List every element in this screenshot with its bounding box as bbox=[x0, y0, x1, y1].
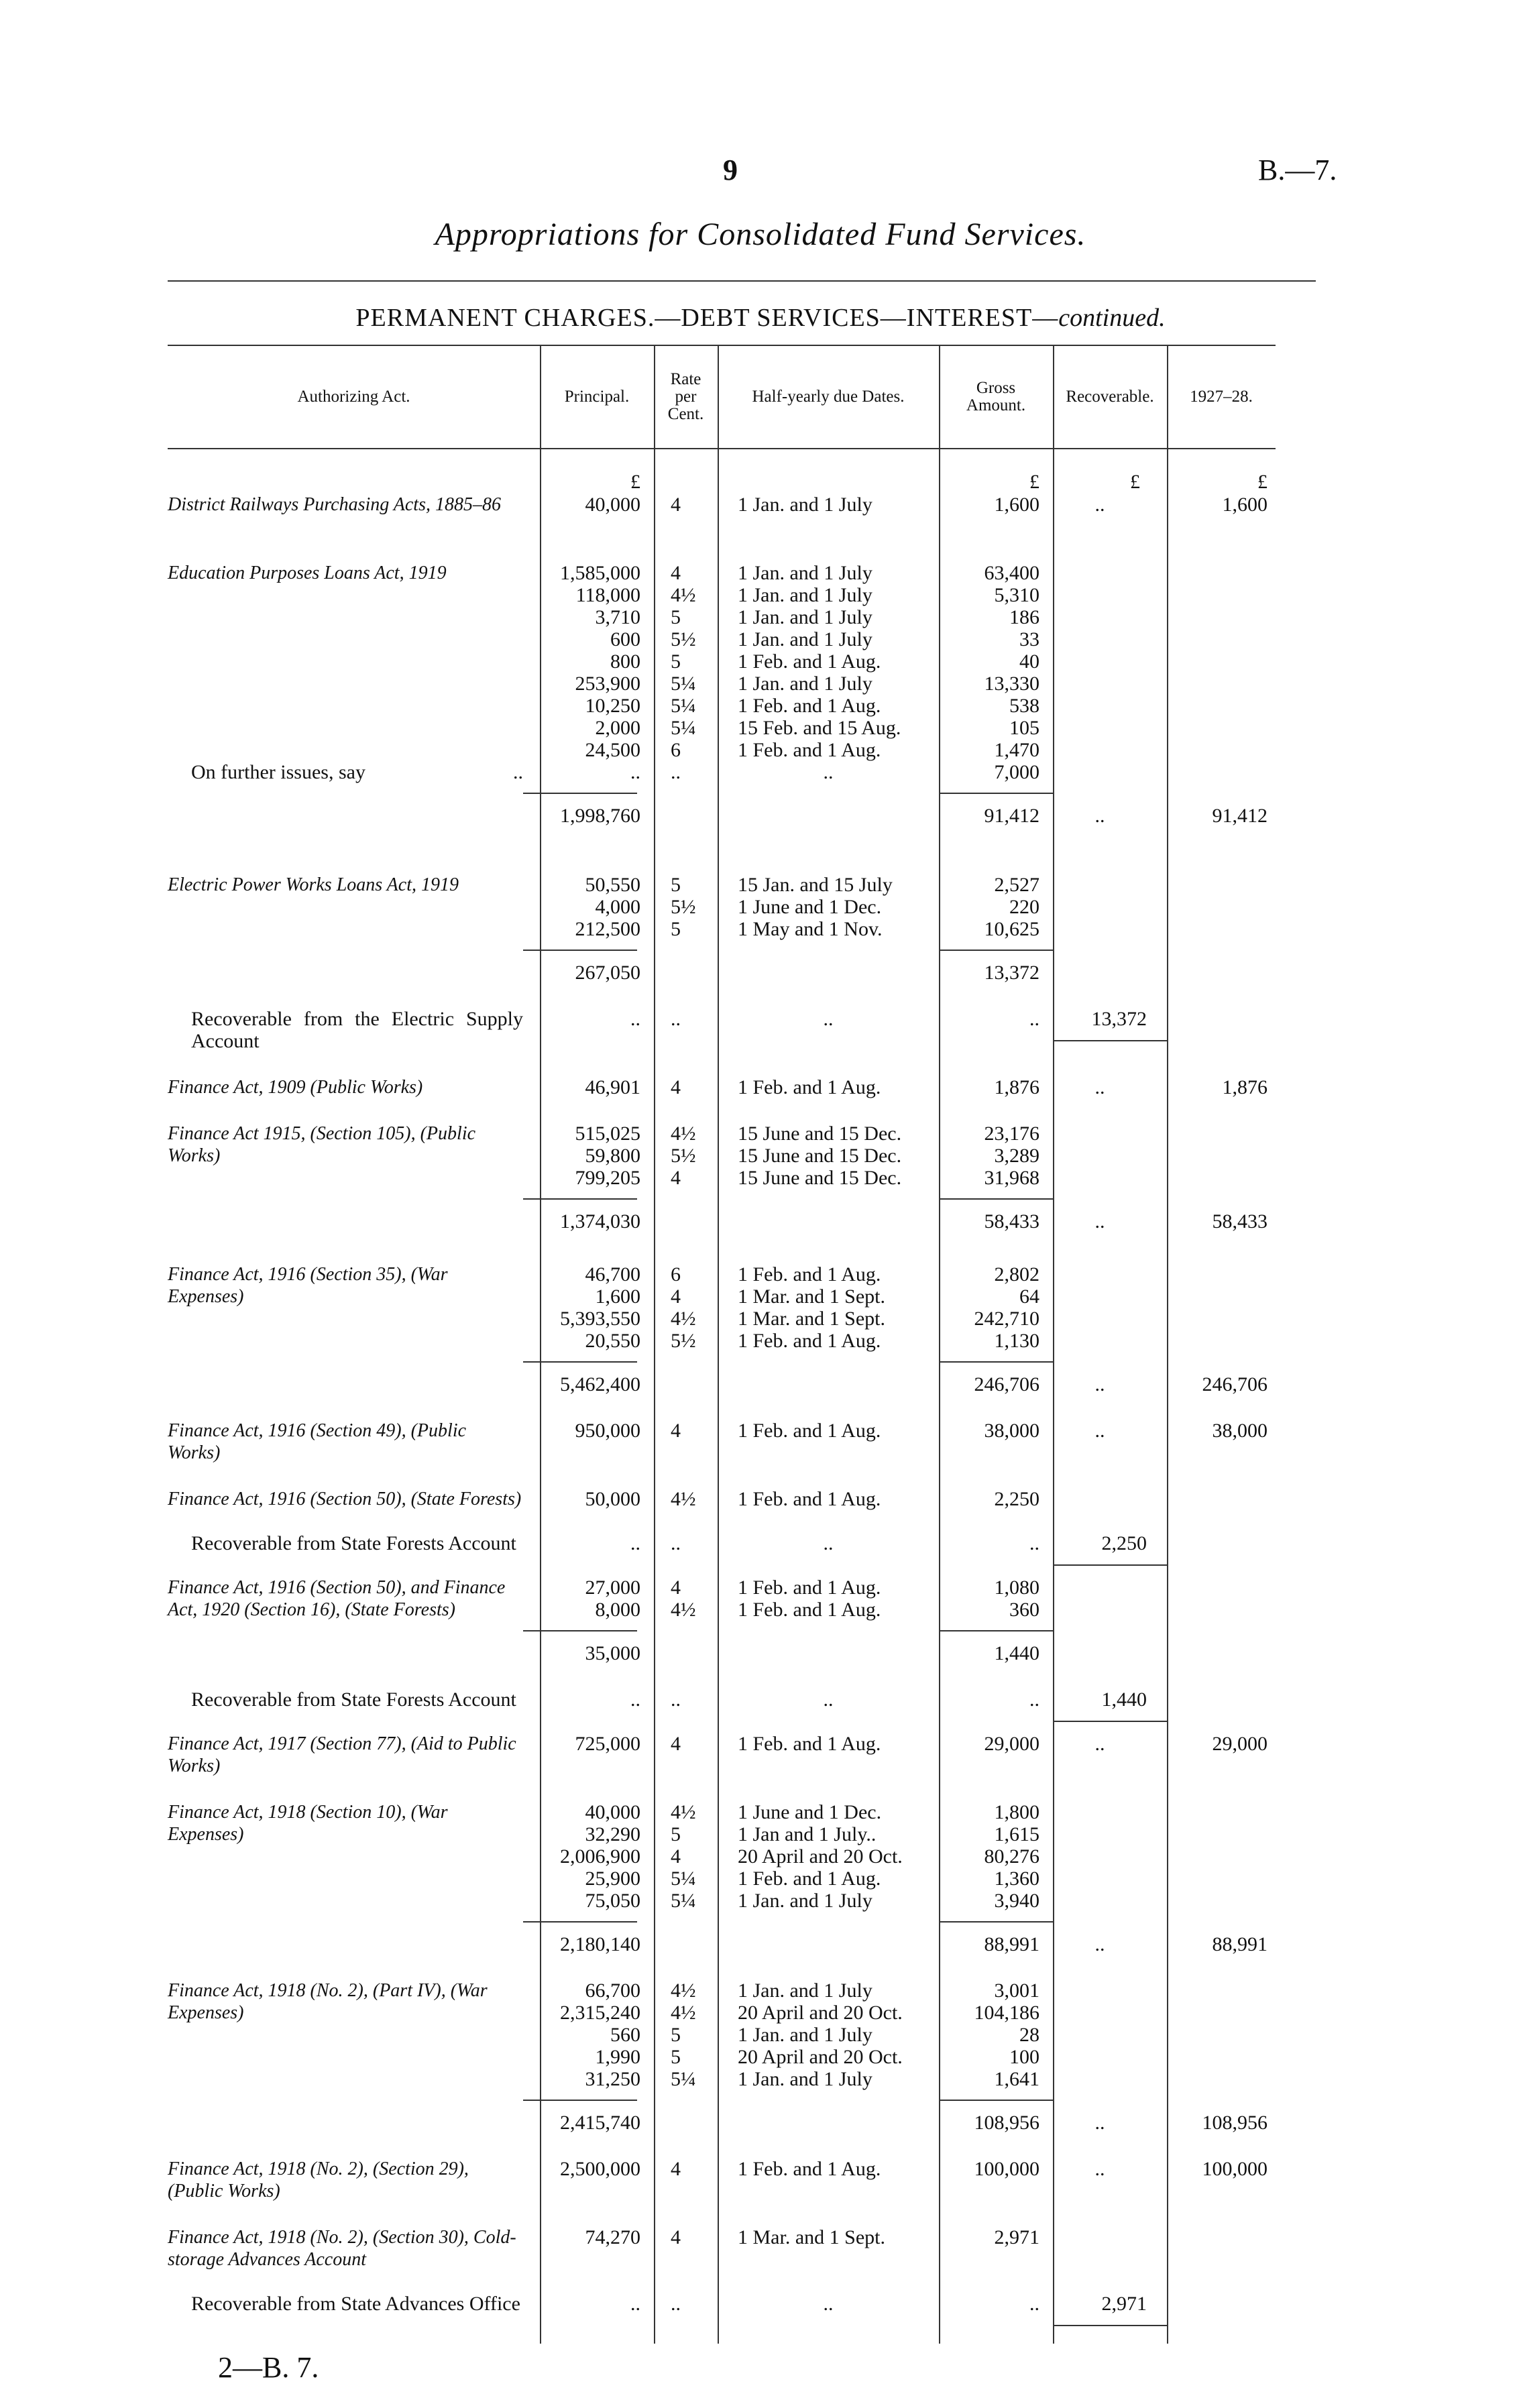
principal-cell: 5,393,550 bbox=[560, 1308, 640, 1330]
gross-amount-cell: .. bbox=[1029, 1688, 1039, 1711]
column-rule bbox=[1167, 345, 1168, 2344]
col-header-rate-line3: Cent. bbox=[667, 405, 704, 423]
rate-cell: 5 bbox=[671, 606, 681, 628]
due-dates-cell: 1 Feb. and 1 Aug. bbox=[738, 1576, 881, 1599]
principal-cell: 2,000 bbox=[595, 717, 640, 739]
principal-cell: 560 bbox=[610, 2024, 640, 2046]
col-header-gross-line2: Amount. bbox=[966, 396, 1026, 414]
principal-cell: 74,270 bbox=[585, 2226, 640, 2248]
act-name: Finance Act, 1918 (Section 10), (War Expenses) bbox=[168, 1802, 448, 1845]
col-header-gross bbox=[939, 347, 1053, 447]
rate-cell: 4½ bbox=[671, 1308, 696, 1330]
rate-cell: 5 bbox=[671, 2046, 681, 2068]
due-dates-cell: 1 Feb. and 1 Aug. bbox=[738, 1263, 881, 1285]
gross-amount-cell: 64 bbox=[1019, 1285, 1039, 1308]
gross-amount-cell: 10,625 bbox=[984, 918, 1039, 940]
principal-cell: 118,000 bbox=[575, 584, 640, 606]
recoverable-underline bbox=[1053, 1040, 1167, 1041]
recoverable-cell: .. bbox=[1094, 494, 1105, 516]
due-dates-cell: 1 Jan. and 1 July bbox=[738, 2024, 872, 2046]
due-dates-cell: 1 Feb. and 1 Aug. bbox=[738, 695, 881, 717]
col-header-principal bbox=[540, 347, 654, 447]
gross-amount-cell: 40 bbox=[1019, 650, 1039, 673]
rate-cell: .. bbox=[671, 1532, 681, 1554]
rate-cell: 4½ bbox=[671, 584, 696, 606]
page-number: 9 bbox=[723, 154, 738, 186]
gross-amount-cell: .. bbox=[1029, 1532, 1039, 1554]
principal-cell: 1,600 bbox=[595, 1285, 640, 1308]
due-dates-cell: 1 Feb. and 1 Aug. bbox=[738, 650, 881, 673]
principal-cell: 50,550 bbox=[585, 874, 640, 896]
gross-amount-cell: 3,940 bbox=[994, 1890, 1039, 1912]
due-dates-cell: 1 Feb. and 1 Aug. bbox=[738, 2158, 881, 2180]
act-note: Recoverable from State Forests Account bbox=[191, 1688, 516, 1711]
rate-cell: 5¼ bbox=[671, 1868, 696, 1890]
subtotal-principal: 1,998,760 bbox=[560, 805, 640, 827]
rate-cell: 4½ bbox=[671, 1488, 696, 1510]
due-dates-cell: 1 May and 1 Nov. bbox=[738, 918, 883, 940]
subtotal-recoverable: .. bbox=[1094, 805, 1105, 827]
due-dates-cell: 1 Jan. and 1 July bbox=[738, 606, 872, 628]
due-dates-cell: 1 Jan. and 1 July bbox=[738, 1980, 872, 2002]
col-header-act-label: Authorizing Act. bbox=[297, 388, 410, 406]
recoverable-cell: .. bbox=[1094, 1420, 1105, 1442]
rate-cell: 4 bbox=[671, 1167, 681, 1189]
principal-cell: 25,900 bbox=[585, 1868, 640, 1890]
rate-cell: 4 bbox=[671, 2226, 681, 2248]
rate-cell: 4 bbox=[671, 2158, 681, 2180]
subtotal-principal: 2,415,740 bbox=[560, 2112, 640, 2134]
subtotal-recoverable: .. bbox=[1094, 2112, 1105, 2134]
gross-amount-cell: 2,250 bbox=[994, 1488, 1039, 1510]
subtotal-principal: 35,000 bbox=[585, 1642, 640, 1664]
recoverable-cell: .. bbox=[1094, 2158, 1105, 2180]
col-header-year-label: 1927–28. bbox=[1190, 388, 1253, 406]
due-dates-cell: 1 June and 1 Dec. bbox=[738, 1801, 882, 1823]
gross-amount-cell: 100 bbox=[1009, 2046, 1039, 2068]
currency-recoverable: £ bbox=[1130, 471, 1140, 493]
section-subtitle bbox=[0, 303, 1521, 333]
due-dates-cell: 1 Feb. and 1 Aug. bbox=[738, 1488, 881, 1510]
currency-year: £ bbox=[1257, 471, 1268, 493]
due-dates-cell: 15 June and 15 Dec. bbox=[738, 1123, 902, 1145]
rate-cell: 5½ bbox=[671, 896, 696, 918]
gross-amount-cell: 29,000 bbox=[984, 1733, 1039, 1755]
gross-amount-cell: 5,310 bbox=[994, 584, 1039, 606]
recoverable-cell: 1,440 bbox=[1101, 1688, 1147, 1711]
subtotal-recoverable: .. bbox=[1094, 1210, 1105, 1232]
subtotal-rule-gross bbox=[939, 793, 1053, 794]
subtotal-year: 246,706 bbox=[1202, 1373, 1268, 1395]
act-name: Finance Act, 1916 (Section 49), (Public Works) bbox=[168, 1420, 467, 1463]
due-dates-cell: 15 Jan. and 15 July bbox=[738, 874, 893, 896]
col-header-recoverable-label: Recoverable. bbox=[1066, 388, 1154, 406]
gross-amount-cell: 1,876 bbox=[994, 1076, 1039, 1098]
column-rule bbox=[654, 345, 655, 2344]
currency-principal: £ bbox=[630, 471, 640, 493]
act-name: Finance Act 1915, (Section 105), (Public Works) bbox=[168, 1123, 476, 1166]
principal-cell: 253,900 bbox=[575, 673, 640, 695]
gross-amount-cell: 105 bbox=[1009, 717, 1039, 739]
due-dates-cell: 1 Feb. and 1 Aug. bbox=[738, 1733, 881, 1755]
rate-cell: 6 bbox=[671, 1263, 681, 1285]
gross-amount-cell: 186 bbox=[1009, 606, 1039, 628]
year-amount-cell: 1,876 bbox=[1222, 1076, 1268, 1098]
principal-cell: 50,000 bbox=[585, 1488, 640, 1510]
due-dates-cell: 1 Feb. and 1 Aug. bbox=[738, 1420, 881, 1442]
due-dates-cell: 1 Jan. and 1 July bbox=[738, 2068, 872, 2090]
gross-amount-cell: 2,971 bbox=[994, 2226, 1039, 2248]
gross-amount-cell: 1,470 bbox=[994, 739, 1039, 761]
header-bottom-rule bbox=[168, 448, 1276, 449]
rate-cell: 5½ bbox=[671, 1330, 696, 1352]
principal-cell: 4,000 bbox=[595, 896, 640, 918]
due-dates-cell: 20 April and 20 Oct. bbox=[738, 2002, 903, 2024]
rate-cell: 4 bbox=[671, 1733, 681, 1755]
year-amount-cell: 29,000 bbox=[1212, 1733, 1268, 1755]
recoverable-underline bbox=[1053, 2325, 1167, 2326]
due-dates-cell: .. bbox=[823, 1532, 834, 1554]
gross-amount-cell: 360 bbox=[1009, 1599, 1039, 1621]
subtotal-rule-gross bbox=[939, 950, 1053, 951]
subtotal-principal: 2,180,140 bbox=[560, 1933, 640, 1955]
act-name: Finance Act, 1916 (Section 50), (State Forests) bbox=[168, 1489, 522, 1509]
rate-cell: 4 bbox=[671, 1420, 681, 1442]
table-top-rule bbox=[168, 345, 1276, 346]
rate-cell: 5¼ bbox=[671, 695, 696, 717]
rate-cell: 5 bbox=[671, 2024, 681, 2046]
subtotal-principal: 1,374,030 bbox=[560, 1210, 640, 1232]
principal-cell: 2,315,240 bbox=[560, 2002, 640, 2024]
due-dates-cell: 1 Feb. and 1 Aug. bbox=[738, 1330, 881, 1352]
due-dates-cell: 15 Feb. and 15 Aug. bbox=[738, 717, 901, 739]
rate-cell: 4½ bbox=[671, 1801, 696, 1823]
principal-cell: 40,000 bbox=[585, 494, 640, 516]
act-name: Education Purposes Loans Act, 1919 bbox=[168, 563, 447, 583]
principal-cell: 8,000 bbox=[595, 1599, 640, 1621]
rate-cell: 4 bbox=[671, 494, 681, 516]
principal-cell: 950,000 bbox=[575, 1420, 640, 1442]
principal-cell: .. bbox=[630, 1688, 640, 1711]
due-dates-cell: .. bbox=[823, 2293, 834, 2315]
recoverable-cell: 2,971 bbox=[1101, 2293, 1147, 2315]
principal-cell: 1,585,000 bbox=[560, 562, 640, 584]
due-dates-cell: 1 Jan and 1 July.. bbox=[738, 1823, 877, 1845]
principal-cell: 2,500,000 bbox=[560, 2158, 640, 2180]
principal-cell: 40,000 bbox=[585, 1801, 640, 1823]
due-dates-cell: 20 April and 20 Oct. bbox=[738, 2046, 903, 2068]
due-dates-cell: 1 Jan. and 1 July bbox=[738, 628, 872, 650]
year-amount-cell: 38,000 bbox=[1212, 1420, 1268, 1442]
principal-cell: 799,205 bbox=[575, 1167, 640, 1189]
subtotal-principal: 5,462,400 bbox=[560, 1373, 640, 1395]
due-dates-cell: 1 Jan. and 1 July bbox=[738, 494, 872, 516]
due-dates-cell: 1 June and 1 Dec. bbox=[738, 896, 882, 918]
rate-cell: 5¼ bbox=[671, 2068, 696, 2090]
rate-cell: .. bbox=[671, 1008, 681, 1030]
due-dates-cell: 1 Jan. and 1 July bbox=[738, 673, 872, 695]
subtotal-year: 91,412 bbox=[1212, 805, 1268, 827]
gross-amount-cell: 13,330 bbox=[984, 673, 1039, 695]
gross-amount-cell: 38,000 bbox=[984, 1420, 1039, 1442]
subtotal-rule-gross bbox=[939, 1198, 1053, 1200]
gross-amount-cell: 1,360 bbox=[994, 1868, 1039, 1890]
title-rule bbox=[168, 280, 1316, 282]
gross-amount-cell: 1,800 bbox=[994, 1801, 1039, 1823]
gross-amount-cell: 63,400 bbox=[984, 562, 1039, 584]
due-dates-cell: 1 Feb. and 1 Aug. bbox=[738, 1076, 881, 1098]
col-header-rate bbox=[654, 347, 718, 447]
rate-cell: 4½ bbox=[671, 1980, 696, 2002]
due-dates-cell: 1 Feb. and 1 Aug. bbox=[738, 739, 881, 761]
gross-amount-cell: 1,130 bbox=[994, 1330, 1039, 1352]
subtotal-principal: 267,050 bbox=[575, 962, 640, 984]
document-reference: B.—7. bbox=[1258, 154, 1337, 186]
act-leader-dots: .. bbox=[513, 761, 523, 783]
gross-amount-cell: .. bbox=[1029, 2293, 1039, 2315]
due-dates-cell: 1 Feb. and 1 Aug. bbox=[738, 1599, 881, 1621]
due-dates-cell: 1 Mar. and 1 Sept. bbox=[738, 1308, 885, 1330]
act-note: Recoverable from State Forests Account bbox=[191, 1532, 516, 1554]
rate-cell: 4½ bbox=[671, 2002, 696, 2024]
subtotal-recoverable: .. bbox=[1094, 1373, 1105, 1395]
principal-cell: 10,250 bbox=[585, 695, 640, 717]
gross-amount-cell: 100,000 bbox=[974, 2158, 1039, 2180]
principal-cell: 2,006,900 bbox=[560, 1845, 640, 1868]
rate-cell: 5½ bbox=[671, 628, 696, 650]
principal-cell: .. bbox=[630, 1532, 640, 1554]
gross-amount-cell: 1,600 bbox=[994, 494, 1039, 516]
column-rule bbox=[939, 345, 940, 2344]
gross-amount-cell: 2,802 bbox=[994, 1263, 1039, 1285]
currency-gross: £ bbox=[1029, 471, 1039, 493]
due-dates-cell: 15 June and 15 Dec. bbox=[738, 1145, 902, 1167]
gross-amount-cell: 3,001 bbox=[994, 1980, 1039, 2002]
principal-cell: 27,000 bbox=[585, 1576, 640, 1599]
subtitle-main: PERMANENT CHARGES.—DEBT SERVICES—INTEREST— bbox=[355, 304, 1059, 332]
subtotal-year: 58,433 bbox=[1212, 1210, 1268, 1232]
rate-cell: 5 bbox=[671, 1823, 681, 1845]
act-note: Recoverable from the Electric Supply Account bbox=[191, 1008, 523, 1052]
subtotal-year: 108,956 bbox=[1202, 2112, 1268, 2134]
gross-amount-cell: 1,615 bbox=[994, 1823, 1039, 1845]
principal-cell: 212,500 bbox=[575, 918, 640, 940]
column-rule bbox=[540, 345, 541, 2344]
act-name: Electric Power Works Loans Act, 1919 bbox=[168, 874, 459, 895]
col-header-recoverable bbox=[1053, 347, 1167, 447]
rate-cell: 4 bbox=[671, 1285, 681, 1308]
act-name: District Railways Purchasing Acts, 1885–86 bbox=[168, 494, 501, 515]
rate-cell: 5 bbox=[671, 874, 681, 896]
gross-amount-cell: 3,289 bbox=[994, 1145, 1039, 1167]
principal-cell: 75,050 bbox=[585, 1890, 640, 1912]
principal-cell: 1,990 bbox=[595, 2046, 640, 2068]
rate-cell: 4 bbox=[671, 1076, 681, 1098]
subtotal-gross: 13,372 bbox=[984, 962, 1039, 984]
principal-cell: .. bbox=[630, 2293, 640, 2315]
gross-amount-cell: 7,000 bbox=[994, 761, 1039, 783]
recoverable-cell: 13,372 bbox=[1091, 1008, 1147, 1030]
due-dates-cell: 1 Jan. and 1 July bbox=[738, 584, 872, 606]
gross-amount-cell: .. bbox=[1029, 1008, 1039, 1030]
due-dates-cell: 15 June and 15 Dec. bbox=[738, 1167, 902, 1189]
col-header-rate-line1: Rate bbox=[670, 370, 701, 388]
gross-amount-cell: 104,186 bbox=[974, 2002, 1039, 2024]
col-header-principal-label: Principal. bbox=[564, 388, 630, 406]
due-dates-cell: 1 Jan. and 1 July bbox=[738, 1890, 872, 1912]
rate-cell: 4½ bbox=[671, 1123, 696, 1145]
gross-amount-cell: 80,276 bbox=[984, 1845, 1039, 1868]
rate-cell: 6 bbox=[671, 739, 681, 761]
subtotal-rule-gross bbox=[939, 2100, 1053, 2101]
gross-amount-cell: 2,527 bbox=[994, 874, 1039, 896]
act-name: Finance Act, 1916 (Section 50), and Finance Act, 1920 (Section 16), (State Forests) bbox=[168, 1577, 506, 1620]
rate-cell: 5 bbox=[671, 650, 681, 673]
col-header-rate-line2: per bbox=[675, 388, 697, 406]
col-header-year bbox=[1167, 347, 1276, 447]
year-amount-cell: 1,600 bbox=[1222, 494, 1268, 516]
principal-cell: 46,700 bbox=[585, 1263, 640, 1285]
column-rule bbox=[1053, 345, 1054, 2344]
rate-cell: 5¼ bbox=[671, 717, 696, 739]
act-name: Finance Act, 1909 (Public Works) bbox=[168, 1077, 423, 1098]
recoverable-underline bbox=[1053, 1721, 1167, 1722]
principal-cell: 725,000 bbox=[575, 1733, 640, 1755]
gross-amount-cell: 31,968 bbox=[984, 1167, 1039, 1189]
act-name: Finance Act, 1918 (No. 2), (Part IV), (War Expenses) bbox=[168, 1980, 488, 2023]
column-rule bbox=[718, 345, 719, 2344]
recoverable-cell: .. bbox=[1094, 1076, 1105, 1098]
col-header-gross-line1: Gross bbox=[976, 379, 1016, 397]
gross-amount-cell: 242,710 bbox=[974, 1308, 1039, 1330]
gross-amount-cell: 23,176 bbox=[984, 1123, 1039, 1145]
subtotal-gross: 58,433 bbox=[984, 1210, 1039, 1232]
subtotal-rule-gross bbox=[939, 1361, 1053, 1363]
subtotal-gross: 91,412 bbox=[984, 805, 1039, 827]
principal-cell: 24,500 bbox=[585, 739, 640, 761]
rate-cell: 4½ bbox=[671, 1599, 696, 1621]
subtotal-gross: 108,956 bbox=[974, 2112, 1039, 2134]
rate-cell: .. bbox=[671, 761, 681, 783]
principal-cell: .. bbox=[630, 1008, 640, 1030]
rate-cell: 5¼ bbox=[671, 1890, 696, 1912]
subtotal-rule-gross bbox=[939, 1921, 1053, 1923]
rate-cell: .. bbox=[671, 2293, 681, 2315]
recoverable-cell: .. bbox=[1094, 1733, 1105, 1755]
principal-cell: 515,025 bbox=[575, 1123, 640, 1145]
rate-cell: 5¼ bbox=[671, 673, 696, 695]
page-title: Appropriations for Consolidated Fund Services. bbox=[435, 217, 1086, 252]
act-note: On further issues, say bbox=[191, 761, 365, 783]
gross-amount-cell: 220 bbox=[1009, 896, 1039, 918]
act-name: Finance Act, 1918 (No. 2), (Section 29), (Public Works) bbox=[168, 2159, 469, 2201]
gross-amount-cell: 538 bbox=[1009, 695, 1039, 717]
rate-cell: 5½ bbox=[671, 1145, 696, 1167]
principal-cell: 800 bbox=[610, 650, 640, 673]
principal-cell: 66,700 bbox=[585, 1980, 640, 2002]
due-dates-cell: 1 Mar. and 1 Sept. bbox=[738, 2226, 885, 2248]
principal-cell: 32,290 bbox=[585, 1823, 640, 1845]
principal-cell: 3,710 bbox=[595, 606, 640, 628]
rate-cell: 4 bbox=[671, 562, 681, 584]
rate-cell: .. bbox=[671, 1688, 681, 1711]
due-dates-cell: .. bbox=[823, 1688, 834, 1711]
due-dates-cell: .. bbox=[823, 761, 834, 783]
act-name: Finance Act, 1917 (Section 77), (Aid to Public Works) bbox=[168, 1733, 516, 1776]
year-amount-cell: 100,000 bbox=[1202, 2158, 1268, 2180]
gross-amount-cell: 1,080 bbox=[994, 1576, 1039, 1599]
gross-amount-cell: 1,641 bbox=[994, 2068, 1039, 2090]
recoverable-cell: 2,250 bbox=[1101, 1532, 1147, 1554]
rate-cell: 4 bbox=[671, 1576, 681, 1599]
principal-cell: .. bbox=[630, 761, 640, 783]
due-dates-cell: 1 Mar. and 1 Sept. bbox=[738, 1285, 885, 1308]
subtotal-recoverable: .. bbox=[1094, 1933, 1105, 1955]
act-name: Finance Act, 1918 (No. 2), (Section 30), Cold-storage Advances Account bbox=[168, 2227, 516, 2270]
due-dates-cell: 1 Jan. and 1 July bbox=[738, 562, 872, 584]
principal-cell: 59,800 bbox=[585, 1145, 640, 1167]
gross-amount-cell: 28 bbox=[1019, 2024, 1039, 2046]
due-dates-cell: 1 Feb. and 1 Aug. bbox=[738, 1868, 881, 1890]
subtitle-continued: continued. bbox=[1058, 304, 1166, 332]
col-header-dates-label: Half-yearly due Dates. bbox=[752, 388, 905, 406]
gross-amount-cell: 33 bbox=[1019, 628, 1039, 650]
act-name: Finance Act, 1916 (Section 35), (War Expenses) bbox=[168, 1264, 448, 1307]
col-header-act bbox=[168, 347, 540, 447]
due-dates-cell: 20 April and 20 Oct. bbox=[738, 1845, 903, 1868]
col-header-dates bbox=[718, 347, 939, 447]
due-dates-cell: .. bbox=[823, 1008, 834, 1030]
principal-cell: 46,901 bbox=[585, 1076, 640, 1098]
act-note: Recoverable from State Advances Office bbox=[191, 2293, 520, 2315]
subtotal-rule-gross bbox=[939, 1630, 1053, 1631]
subtotal-gross: 246,706 bbox=[974, 1373, 1039, 1395]
rate-cell: 4 bbox=[671, 1845, 681, 1868]
rate-cell: 5 bbox=[671, 918, 681, 940]
principal-cell: 600 bbox=[610, 628, 640, 650]
signature-mark: 2—B. 7. bbox=[218, 2351, 319, 2384]
subtotal-gross: 1,440 bbox=[994, 1642, 1039, 1664]
principal-cell: 31,250 bbox=[585, 2068, 640, 2090]
principal-cell: 20,550 bbox=[585, 1330, 640, 1352]
recoverable-underline bbox=[1053, 1564, 1167, 1566]
subtotal-year: 88,991 bbox=[1212, 1933, 1268, 1955]
subtotal-gross: 88,991 bbox=[984, 1933, 1039, 1955]
